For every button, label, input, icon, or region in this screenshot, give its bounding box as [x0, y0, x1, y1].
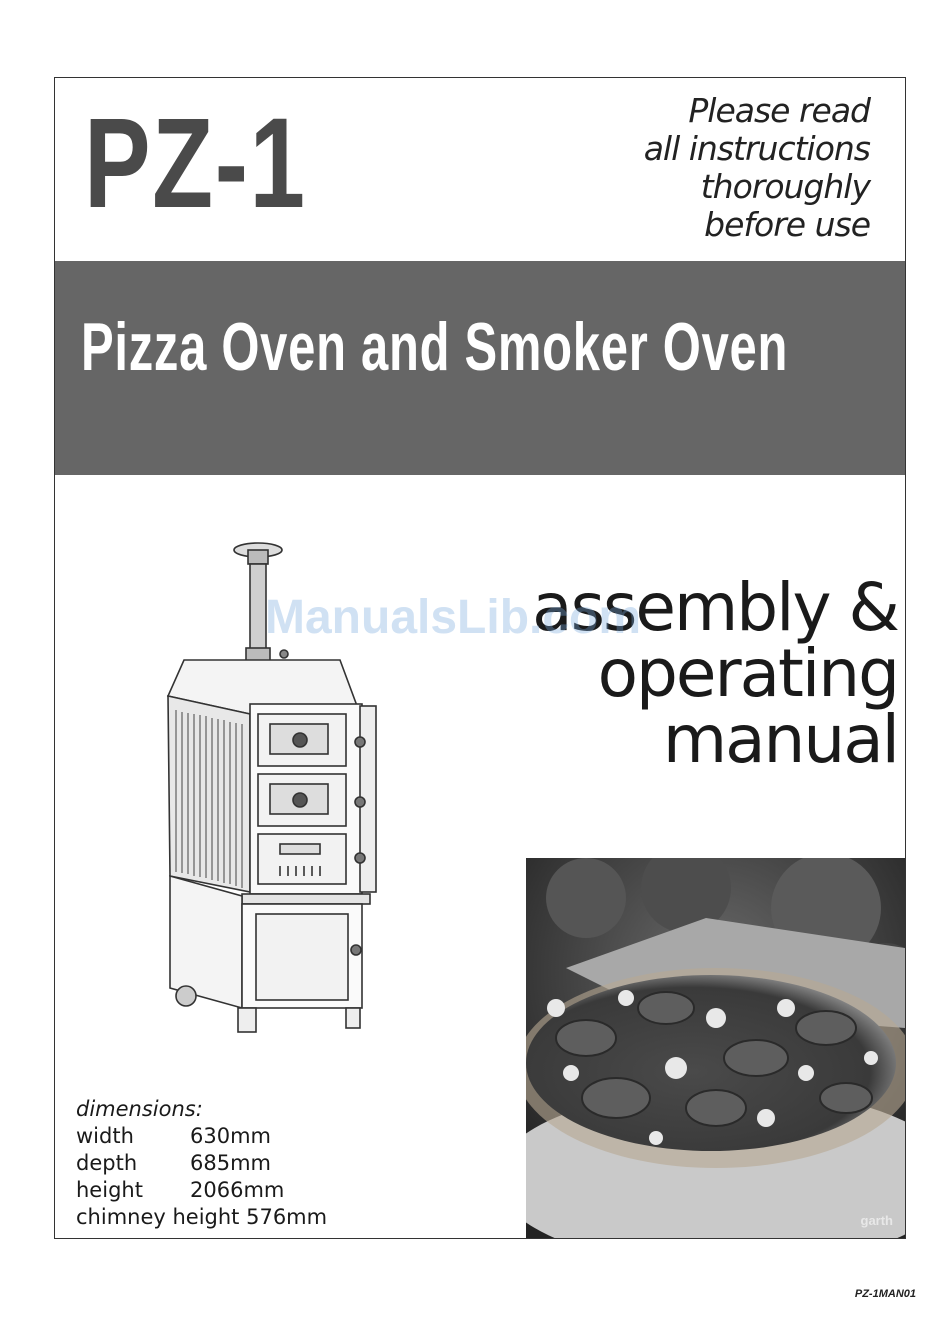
model-number: PZ-1 — [84, 92, 307, 235]
read-note-line: thoroughly — [700, 167, 870, 206]
dimensions-block — [76, 1096, 327, 1231]
document-code: PZ-1MAN01 — [854, 1288, 916, 1300]
manual-title-line: manual — [662, 701, 898, 778]
dimension-value: 630mm — [190, 1124, 271, 1148]
read-instructions-note — [644, 92, 870, 244]
pizza-photo — [526, 858, 905, 1238]
dimension-row — [76, 1177, 327, 1204]
photo-credit: garth — [860, 1213, 893, 1228]
dimension-row — [76, 1150, 327, 1177]
dimension-row — [76, 1123, 327, 1150]
read-note-line: all instructions — [643, 129, 870, 168]
dimension-label: width — [76, 1124, 134, 1148]
manual-title-line: operating — [597, 635, 898, 712]
product-title: Pizza Oven and Smoker Oven — [81, 309, 789, 385]
dimension-value: 2066mm — [190, 1178, 285, 1202]
read-note-line: Please read — [688, 91, 870, 130]
chimney-dimension-row: chimney height 576mm — [76, 1205, 328, 1229]
manual-title-line: assembly & — [532, 569, 898, 646]
dimensions-heading: dimensions: — [76, 1097, 203, 1121]
watermark: ManualsLib.com — [265, 591, 642, 644]
dimension-label: height — [76, 1178, 143, 1202]
dimension-label: depth — [76, 1151, 138, 1175]
dimension-value: 685mm — [190, 1151, 271, 1175]
pizza-image — [526, 858, 905, 1238]
read-note-line: before use — [704, 205, 870, 244]
